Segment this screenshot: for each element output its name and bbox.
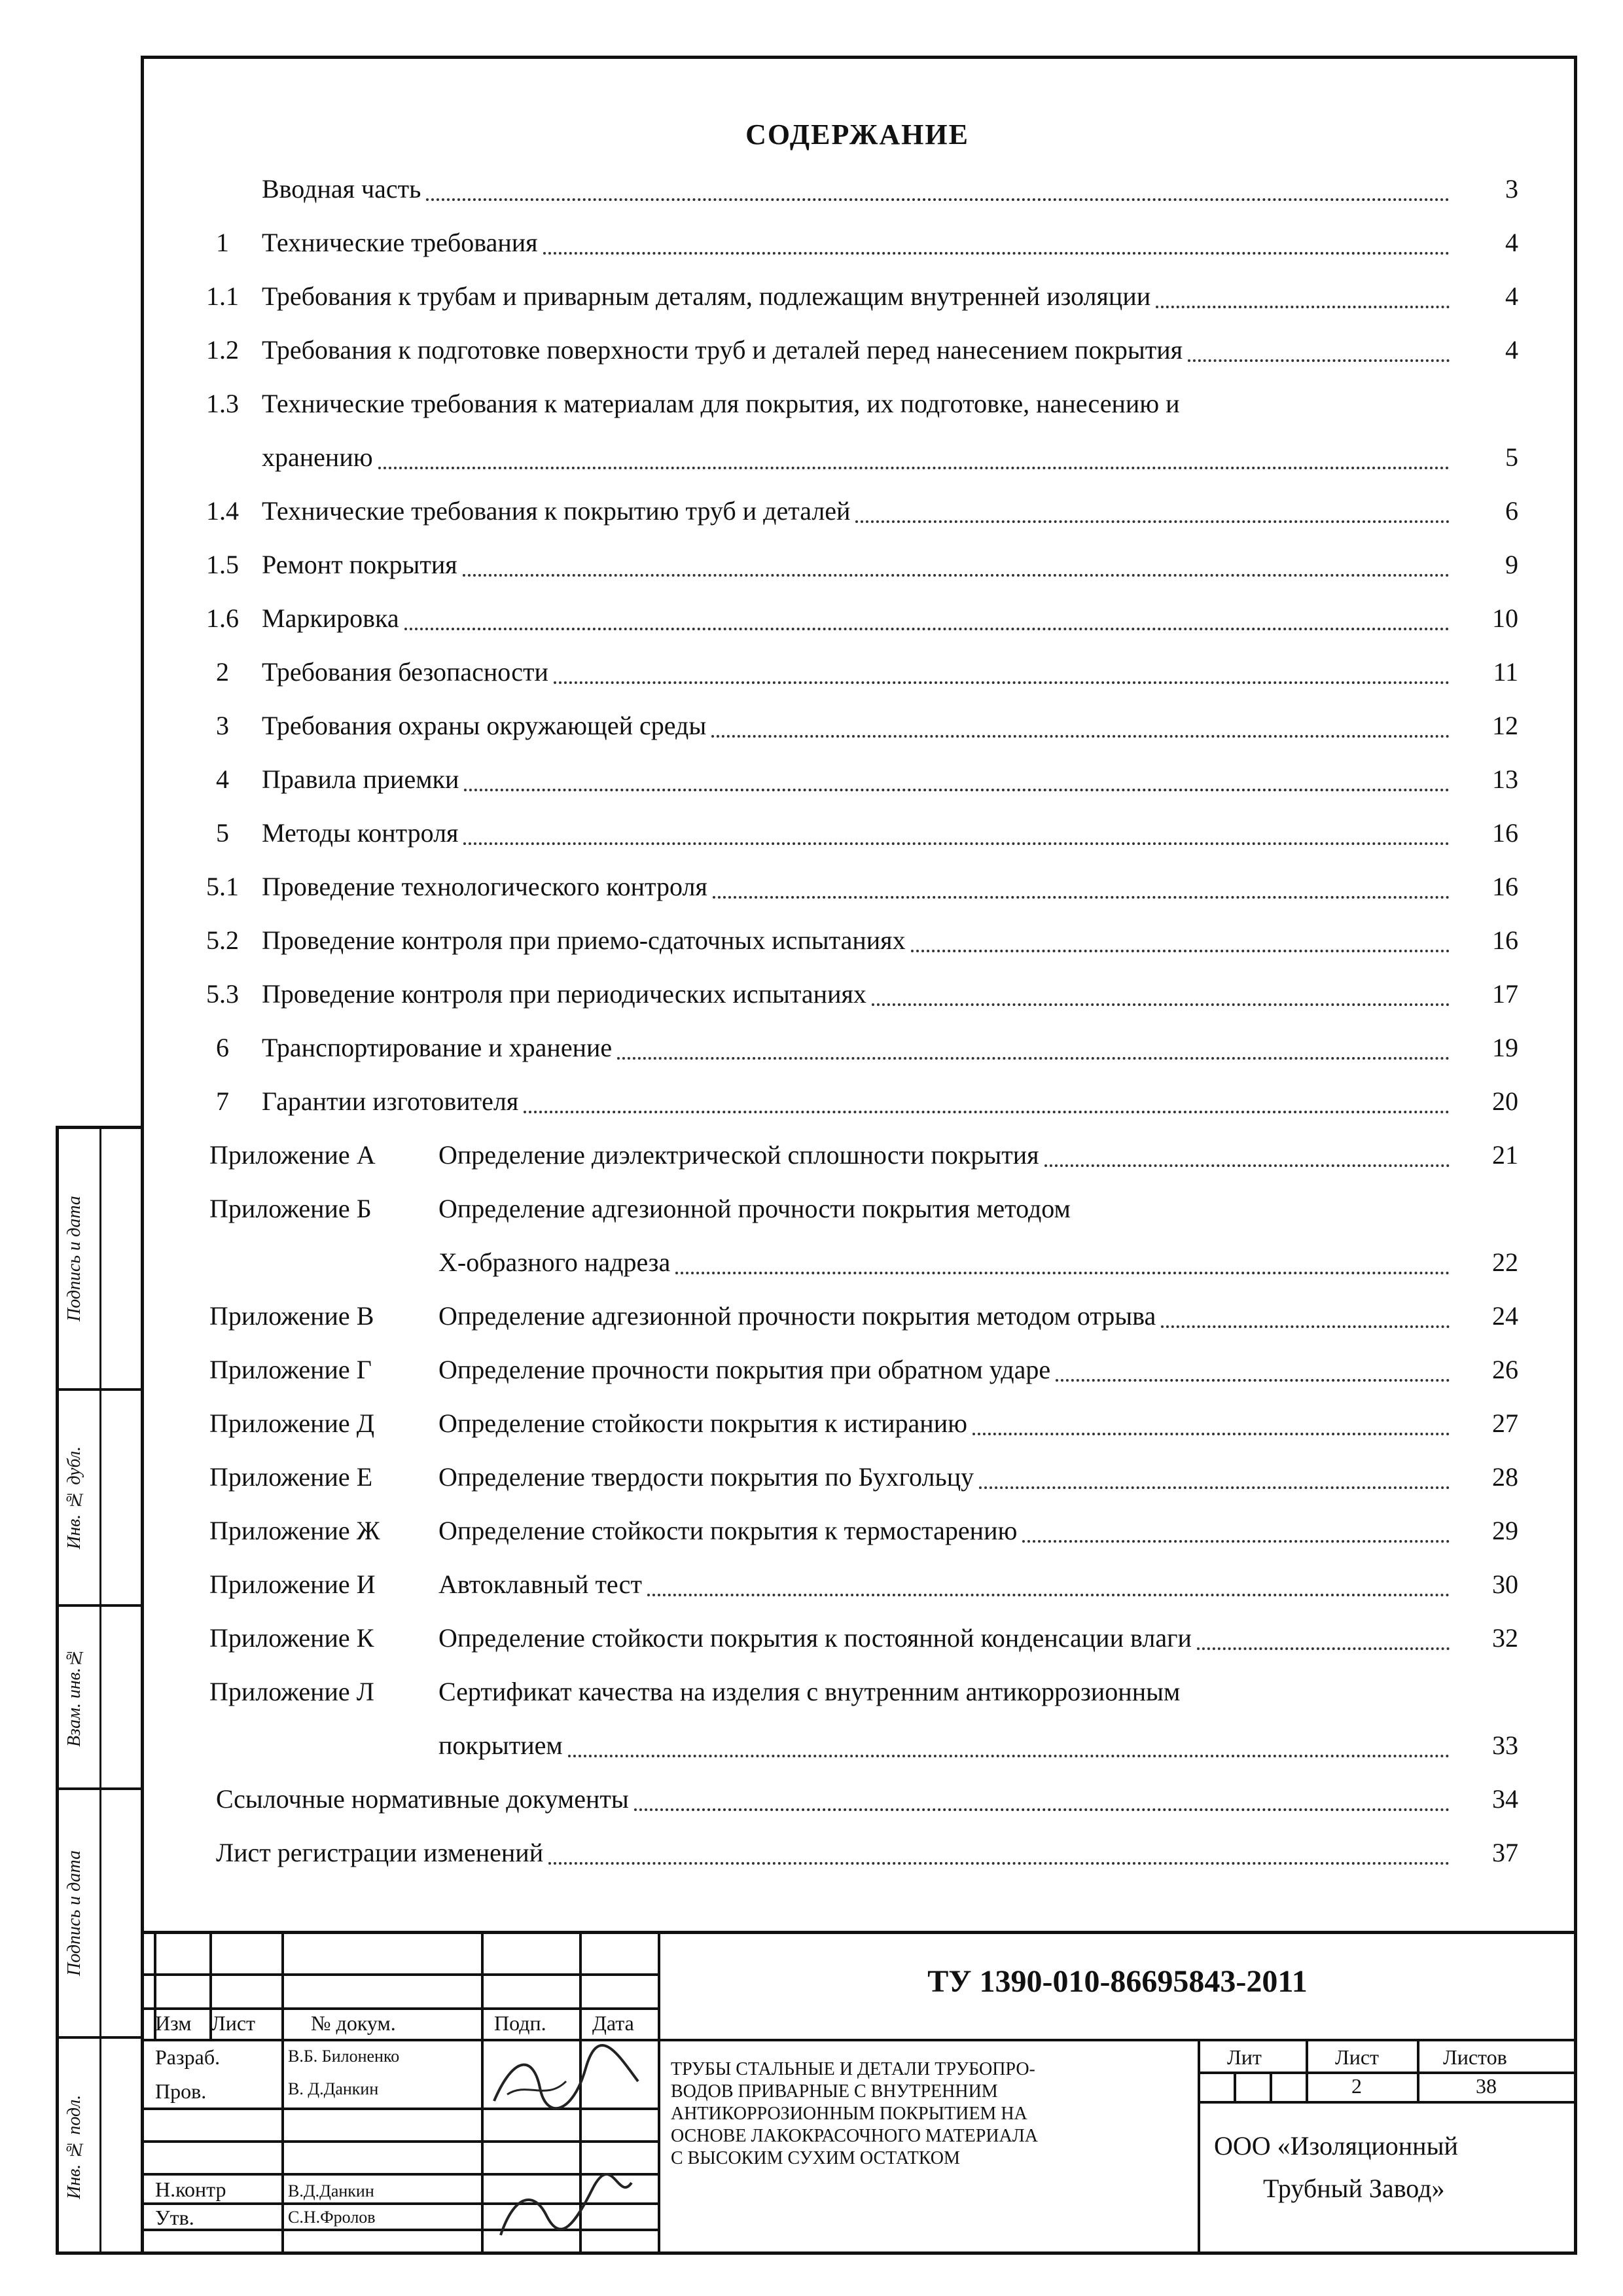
toc-leader-dots (524, 1111, 1450, 1113)
toc-entry-text: Транспортирование и хранение (262, 1033, 613, 1062)
toc-leader-dots (464, 789, 1450, 791)
toc-entry-text: Ссылочные нормативные документы (216, 1784, 629, 1814)
toc-leader-dots (972, 1433, 1450, 1435)
toc-entry-page: 16 (1492, 925, 1518, 955)
role-approved: Утв. (155, 2206, 194, 2229)
toc-entry-page: 19 (1492, 1033, 1518, 1062)
toc-leader-dots (548, 1862, 1450, 1865)
role-checked: Пров. (155, 2079, 207, 2103)
toc-entry-page: 32 (1492, 1623, 1518, 1653)
toc-entry-page: 10 (1492, 603, 1518, 633)
toc-leader-dots (378, 467, 1450, 469)
toc-leader-dots (1197, 1647, 1450, 1650)
toc-entry-page: 5 (1505, 442, 1518, 472)
toc-entry-page: 4 (1505, 335, 1518, 365)
role-developer: Разраб. (155, 2045, 221, 2069)
toc-leader-dots (1156, 306, 1450, 308)
signature-approved (494, 2170, 638, 2248)
toc-entry-number: Приложение Е (209, 1462, 373, 1492)
toc-entry-text: Технические требования к покрытию труб и деталей (262, 496, 851, 526)
toc-leader-dots (979, 1486, 1450, 1489)
name-norm-control: В.Д.Данкин (288, 2181, 374, 2200)
strip-label: Подпись и дата (64, 1850, 84, 1976)
toc-entry-text: Требования безопасности (262, 657, 548, 687)
role-norm-control: Н.контр (155, 2178, 226, 2201)
toc-entry-text: Лист регистрации изменений (216, 1838, 544, 1867)
toc-leader-dots (426, 198, 1450, 201)
toc-entry-page: 28 (1492, 1462, 1518, 1492)
toc-entry-text: Сертификат качества на изделия с внутренним антикоррозионным (438, 1677, 1181, 1706)
toc-entry-page: 26 (1492, 1355, 1518, 1384)
toc-entry-page: 34 (1492, 1784, 1518, 1814)
toc-leader-dots (713, 896, 1450, 899)
toc-entry-number: 6 (216, 1033, 229, 1062)
toc-leader-dots (1022, 1540, 1450, 1543)
name-checked: В. Д.Данкин (288, 2079, 379, 2098)
toc-entry-text: Определение диэлектрической сплошности покрытия (438, 1140, 1039, 1170)
toc-entry-number: Приложение Г (209, 1355, 372, 1384)
toc-leader-dots (911, 950, 1450, 952)
product-title-line-2: ВОДОВ ПРИВАРНЫЕ С ВНУТРЕННИМ (671, 2081, 998, 2102)
strip-label: Подпись и дата (64, 1196, 84, 1321)
strip-label: Инв. № подл. (64, 2094, 84, 2199)
toc-entry-number: 1 (216, 228, 229, 257)
company-line-1: ООО «Изоляционный (1214, 2131, 1458, 2161)
toc-entry-number: 1.6 (206, 603, 239, 633)
toc-leader-dots (855, 520, 1450, 523)
title-block (141, 1931, 1577, 2258)
header-izm: Изм (155, 2011, 192, 2035)
toc-leader-dots (1188, 359, 1450, 362)
toc-entry-text: хранению (262, 442, 373, 472)
toc-entry-page: 20 (1492, 1086, 1518, 1116)
signature-developer (488, 2042, 651, 2121)
toc-entry-number: 1.3 (206, 389, 239, 418)
toc-entry-page: 12 (1492, 711, 1518, 740)
toc-entry-number: 5.3 (206, 979, 239, 1009)
toc-entry-text: Гарантии изготовителя (262, 1086, 519, 1116)
toc-entry-text: Маркировка (262, 603, 399, 633)
toc-leader-dots (1056, 1379, 1450, 1382)
toc-entry-text: Ремонт покрытия (262, 550, 457, 579)
toc-entry-text: Автоклавный тест (438, 1570, 642, 1599)
toc-entry-page: 29 (1492, 1516, 1518, 1545)
toc-entry-number: Приложение Б (209, 1194, 372, 1223)
toc-entry-text: Определение твердости покрытия по Бухгольцу (438, 1462, 974, 1492)
toc-leader-dots (404, 628, 1450, 630)
toc-leader-dots (463, 842, 1450, 845)
header-sign: Подп. (494, 2011, 546, 2035)
toc-entry-page: 16 (1492, 818, 1518, 848)
toc-entry-text: Проведение контроля при периодических испытаниях (262, 979, 866, 1009)
toc-entry-page: 24 (1492, 1301, 1518, 1331)
toc-entry-number: 2 (216, 657, 229, 687)
toc-entry-text: Вводная часть (262, 174, 421, 204)
toc-entry-text: Проведение контроля при приемо-сдаточных испытаниях (262, 925, 906, 955)
toc-entry-page: 6 (1505, 496, 1518, 526)
document-number: ТУ 1390-010-86695843-2011 (927, 1964, 1308, 1999)
toc-entry-number: Приложение А (209, 1140, 376, 1170)
toc-entry-number: Приложение Ж (209, 1516, 380, 1545)
toc-entry-text: Методы контроля (262, 818, 459, 848)
sheets-label: Листов (1443, 2045, 1507, 2069)
header-list: Лист (211, 2011, 256, 2035)
toc-entry-text: Требования к трубам и приварным деталям, подлежащим внутренней изоляции (262, 281, 1151, 311)
toc-entry-text: Требования к подготовке поверхности труб и деталей перед нанесением покрытия (262, 335, 1183, 365)
toc-entry-number: 3 (216, 711, 229, 740)
toc-entry-number: 5.2 (206, 925, 239, 955)
toc-entry-page: 3 (1505, 174, 1518, 204)
strip-label: Инв. № дубл. (64, 1446, 84, 1549)
toc-entry-number: Приложение Л (209, 1677, 374, 1706)
toc-entry-number: 7 (216, 1086, 229, 1116)
toc-entry-text: Определение стойкости покрытия к постоянной конденсации влаги (438, 1623, 1192, 1653)
toc-entry-page: 27 (1492, 1408, 1518, 1438)
toc-leader-dots (554, 681, 1450, 684)
lit-label: Лит (1227, 2045, 1262, 2069)
strip-cell-orig-inv (59, 2039, 141, 2255)
toc-entry-number: Приложение В (209, 1301, 374, 1331)
toc-entry-page: 21 (1492, 1140, 1518, 1170)
toc-leader-dots (675, 1272, 1450, 1274)
toc-entry-number: 1.2 (206, 335, 239, 365)
toc-entry-page: 37 (1492, 1838, 1518, 1867)
product-title-line-4: ОСНОВЕ ЛАКОКРАСОЧНОГО МАТЕРИАЛА (671, 2126, 1038, 2146)
toc-entry-page: 4 (1505, 281, 1518, 311)
toc-entry-page: 22 (1492, 1247, 1518, 1277)
toc-leader-dots (634, 1808, 1450, 1811)
toc-title: СОДЕРЖАНИЕ (745, 118, 969, 151)
company-line-2: Трубный Завод» (1263, 2174, 1445, 2203)
toc-entry-text: Определение адгезионной прочности покрытия методом отрыва (438, 1301, 1156, 1331)
toc-entry-text: Х-образного надреза (438, 1247, 671, 1277)
toc-leader-dots (872, 1003, 1450, 1006)
header-date: Дата (592, 2011, 634, 2035)
product-title-line-5: С ВЫСОКИМ СУХИМ ОСТАТКОМ (671, 2148, 960, 2168)
toc-entry-page: 4 (1505, 228, 1518, 257)
sheets-count: 38 (1476, 2074, 1497, 2098)
toc-entry-text: Определение адгезионной прочности покрытия методом (438, 1194, 1071, 1223)
toc-leader-dots (1161, 1325, 1450, 1328)
toc-entry-page: 30 (1492, 1570, 1518, 1599)
toc-entry-number: 5 (216, 818, 229, 848)
strip-divider (99, 2039, 101, 2255)
toc-entry-text: Проведение технологического контроля (262, 872, 707, 901)
toc-entry-text: покрытием (438, 1731, 563, 1760)
toc-entry-number: 1.4 (206, 496, 239, 526)
toc-entry-number: 5.1 (206, 872, 239, 901)
toc-entry-number: 4 (216, 764, 229, 794)
toc-leader-dots (647, 1594, 1450, 1596)
toc-leader-dots (463, 574, 1450, 577)
product-title-line-3: АНТИКОРРОЗИОННЫМ ПОКРЫТИЕМ НА (671, 2104, 1027, 2124)
toc-entry-page: 33 (1492, 1731, 1518, 1760)
toc-entry-text: Технические требования к материалам для покрытия, их подготовке, нанесению и (262, 389, 1180, 418)
toc-entry-page: 9 (1505, 550, 1518, 579)
sheet-label: Лист (1335, 2045, 1380, 2069)
toc-entry-text: Определение прочности покрытия при обратном ударе (438, 1355, 1051, 1384)
toc-entry-text: Определение стойкости покрытия к термостарению (438, 1516, 1018, 1545)
toc-entry-text: Правила приемки (262, 764, 459, 794)
toc-entry-page: 16 (1492, 872, 1518, 901)
toc-entry-number: 1.1 (206, 281, 239, 311)
toc-entry-text: Технические требования (262, 228, 538, 257)
toc-entry-number: Приложение И (209, 1570, 376, 1599)
toc-leader-dots (1044, 1164, 1450, 1167)
toc-entry-text: Требования охраны окружающей среды (262, 711, 707, 740)
toc-leader-dots (711, 735, 1450, 738)
toc-entry-number: 1.5 (206, 550, 239, 579)
toc-entry-page: 13 (1492, 764, 1518, 794)
sheet-number: 2 (1351, 2074, 1362, 2098)
toc-entry-number: Приложение К (209, 1623, 374, 1653)
name-developer: В.Б. Билоненко (288, 2047, 400, 2066)
strip-label: Взам. инв.№ (64, 1647, 84, 1747)
header-docnum: № докум. (311, 2011, 396, 2035)
toc-leader-dots (617, 1057, 1450, 1060)
toc-leader-dots (568, 1755, 1450, 1757)
name-approved: С.Н.Фролов (288, 2208, 376, 2227)
toc-entry-page: 11 (1493, 657, 1518, 687)
toc-entry-page: 17 (1492, 979, 1518, 1009)
toc-entry-text: Определение стойкости покрытия к истиранию (438, 1408, 967, 1438)
product-title-line-1: ТРУБЫ СТАЛЬНЫЕ И ДЕТАЛИ ТРУБОПРО- (671, 2059, 1035, 2079)
toc-leader-dots (543, 252, 1450, 255)
toc-entry-number: Приложение Д (209, 1408, 374, 1438)
